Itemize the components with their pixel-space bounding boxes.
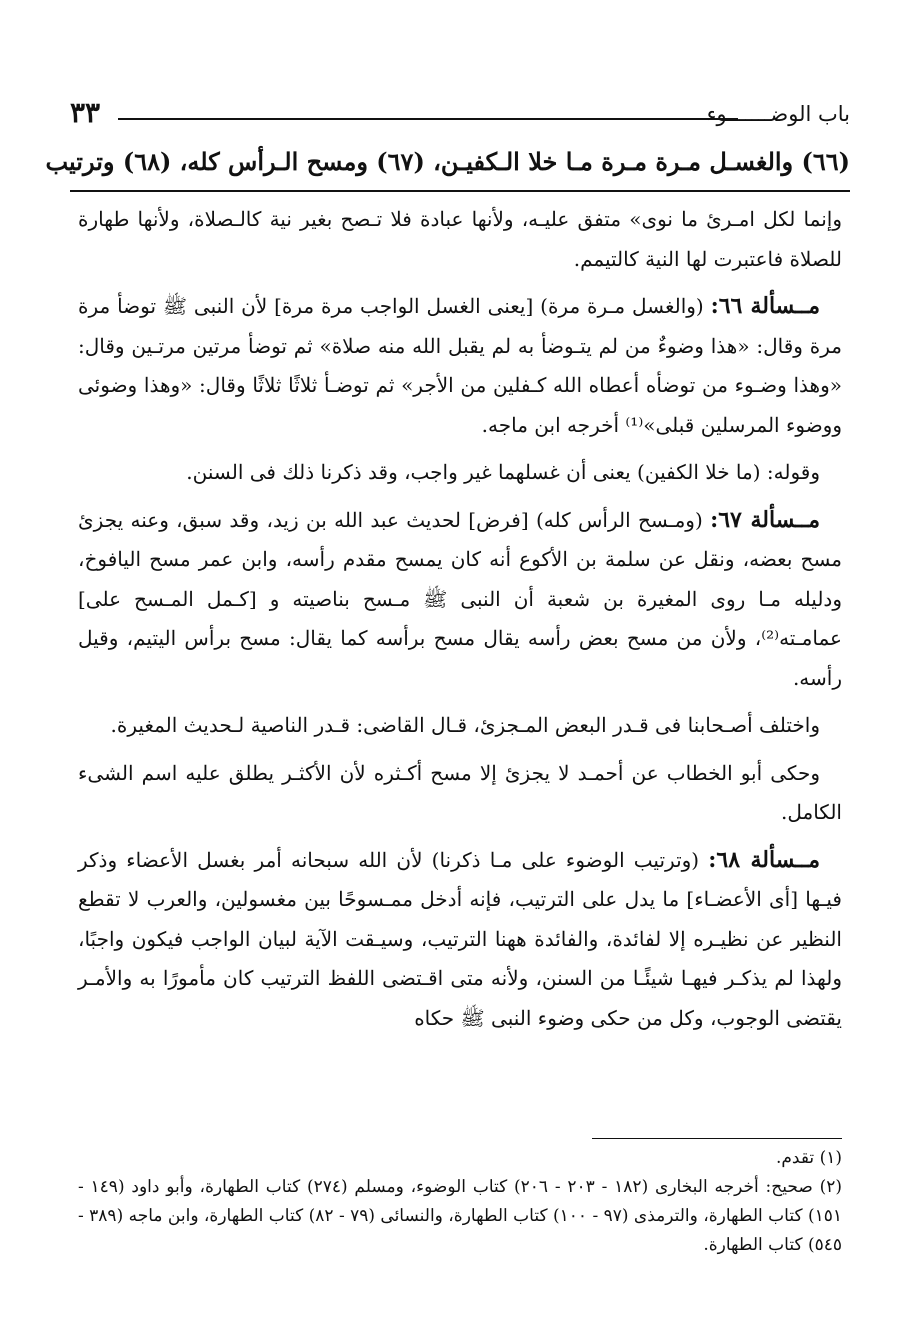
paragraph [78,501,842,699]
issue-label: مــسألة ٦٨: [708,846,820,873]
paragraph [78,754,842,833]
header-rule [118,118,738,120]
running-header [70,96,850,136]
paragraph [78,706,842,746]
paragraph-text: (وترتيب الوضوء على مـا ذكرنا) لأن الله سبحانه أمر بغسل الأعضاء وذكر فيـها [أى الأعضـاء] ما يدل على الترتيب، فإنه أدخل ممـسوحًا بين مغسولين، والعرب لا تقطع النظير عن نظيـره إلا لفائدة، والفائدة ههنا الترتيب، وسيـقت الآية لبيان الواجب فيكون واجبًا، ولهذا لم يذكـر فيهـا شيئًـا من السنن، ولأنه متى اقـتضى اللفظ الترتيب كان مأمورًا به والأمـر يقتضى الوجوب، وكل من حكى وضوء النبى ﷺ حكاه [78,847,842,1030]
chapter-heading: (٦٦) والغسـل مـرة مـرة مـا خلا الـكفيـن، (٦٧) ومسح الـرأس كله، (٦٨) وترتيب [45,147,850,176]
paragraph [78,841,842,1039]
issue-label: مــسألة ٦٦: [710,293,820,319]
heading-rule [70,190,850,192]
footnote: (٢) صحيح: أخرجه البخارى (١٨٢ - ٢٠٣ - ٢٠٦) كتاب الوضوء، ومسلم (٢٧٤) كتاب الطهارة، وأبو داود (١٤٩ - ١٥١) كتاب الطهارة، والترمذى (٩٧ - ١٠٠) كتاب الطهارة، والنسائى (٧٩ - ٨٢) كتاب الطهارة، وابن ماجه (٣٨٩ - ٥٤٥) كتاب الطهارة. [78,1177,842,1255]
paragraph [78,287,842,445]
header-title: باب الوضـــــــوء [706,102,850,126]
footnotes [78,1144,842,1260]
footnote: (١) تقدم. [775,1148,842,1168]
paragraph-text: (ومـسح الرأس كله) [فرض] لحديث عبد الله بن زيد، وقد سبق، وعنه يجزئ مسح بعضه، ونقل عن سلمة بن الأكوع أنه كان يمسح مقدم رأسه، وابن عمر مسح اليافوخ، ودليله مـا روى المغيرة بن شعبة أن النبى ﷺ مـسح بناصيته و [كـمل المـسح على] عمامـته⁽²⁾، ولأن من مسح بعض رأسه يقال مسح برأسه كما يقال: مسح برأس اليتيم، وقيل رأسه. [78,507,843,690]
paragraph-text: (والغسل مـرة مرة) [يعنى الغسل الواجب مرة مرة] لأن النبى ﷺ توضأ مرة مرة وقال: «هذا وضوءٌ من لم يتـوضأ به لم يقبل الله منه صلاة» ثم توضأ مرتين مرتـين وقال: «وهذا وضـوء من توضأه أعطاه الله كـفلين من الأجر» ثم توضـأ ثلاثًا ثلاثًا وقال: «وهذا وضوئى ووضوء المرسلين قبلى»⁽¹⁾ أخرجه ابن ماجه. [78,294,842,437]
body-text [78,200,842,1046]
paragraph [78,453,842,493]
page-number: ٣٣ [70,96,101,129]
paragraph [78,200,842,279]
paragraph-text: وحكى أبو الخطاب عن أحمـد لا يجزئ إلا مسح أكـثره لأن الأكثـر يطلق عليه اسم الشىء الكامل. [78,760,842,824]
paragraph-text: وقوله: (ما خلا الكفين) يعنى أن غسلهما غير واجب، وقد ذكرنا ذلك فى السنن. [186,460,820,484]
paragraph-text: واختلف أصـحابنا فى قـدر البعض المـجزئ، قـال القاضى: قـدر الناصية لـحديث المغيرة. [110,713,820,737]
footnote-rule [592,1138,842,1139]
issue-label: مــسألة ٦٧: [710,506,820,533]
paragraph-text: وإنما لكل امـرئ ما نوى» متفق عليـه، ولأنها عبادة فلا تـصح بغير نية كالـصلاة، ولأنها طهارة للصلاة فاعتبرت لها النية كالتيمم. [78,207,842,271]
